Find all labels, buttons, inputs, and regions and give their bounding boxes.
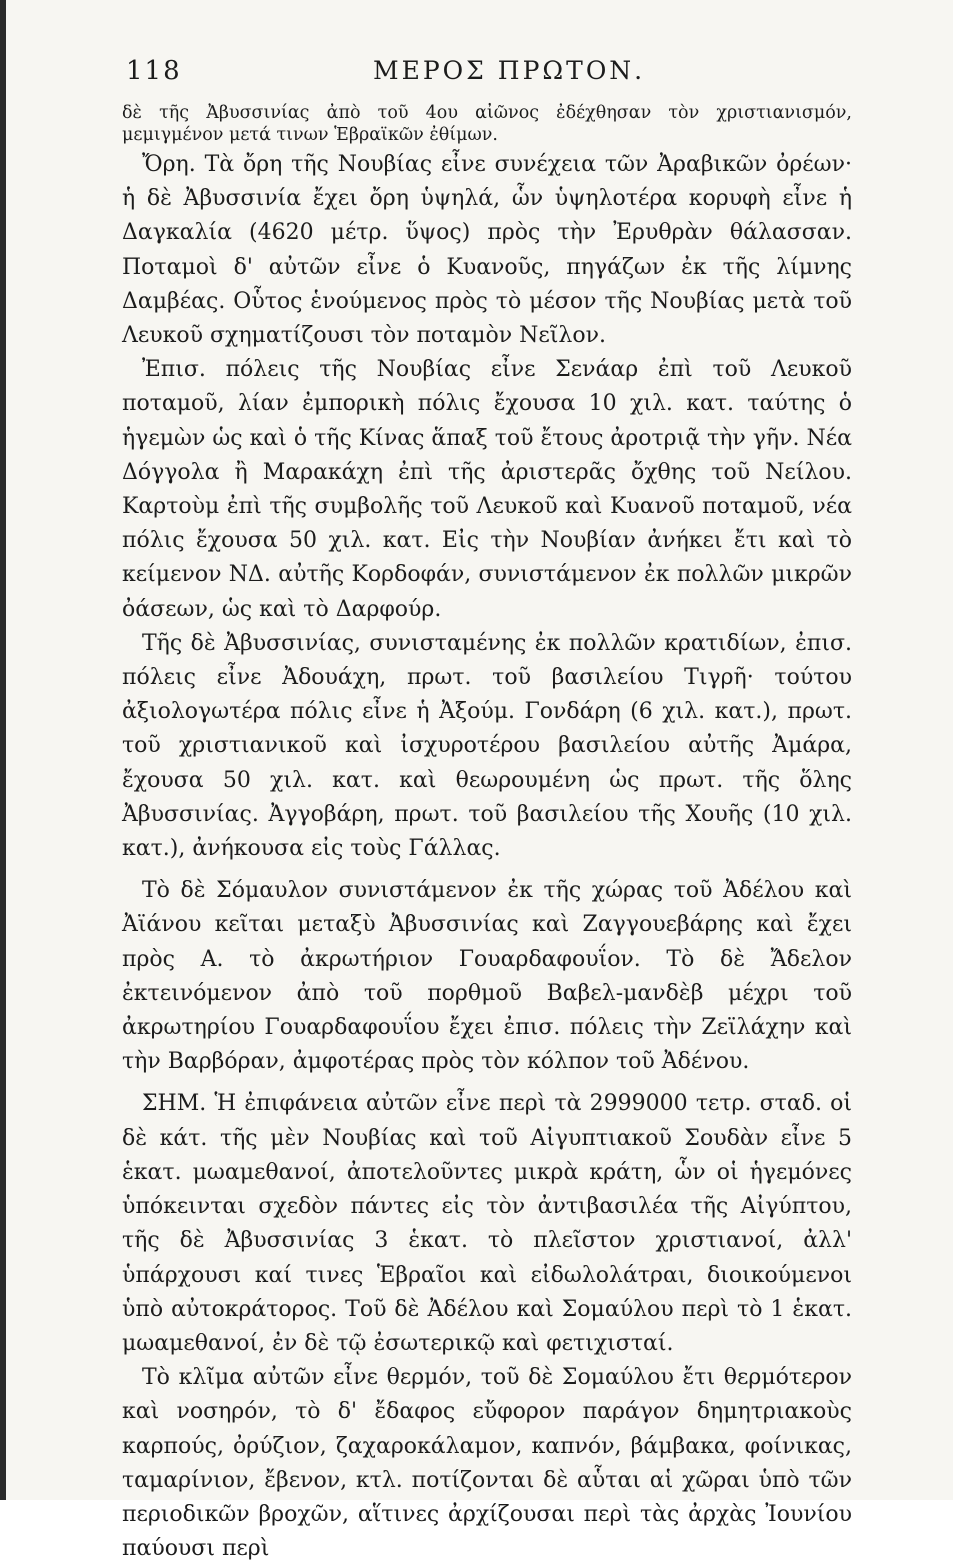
paragraph-somaulon: Τὸ δὲ Σόμαυλον συνιστάμενον ἐκ τῆς χώρας τοῦ Ἀδέλου καὶ Ἀϊάνου κεῖται μεταξὺ Ἀβυσσινίας καὶ Ζαγγουεβάρης καὶ ἔχει πρὸς Α. τὸ ἀκρωτήριον Γουαρδαφουΐον. Τὸ δὲ Ἄδελον ἐκτεινόμενον ἀπὸ τοῦ πορθμοῦ Βαβελ-μανδὲβ μέχρι τοῦ ἀκρωτηρίου Γουαρδαφουΐου ἔχει ἐπισ. πόλεις τὴν Ζεϊλάχην καὶ τὴν Βαρβόραν, ἀμφοτέρας πρὸς τὸν κόλπον τοῦ Ἀδένου. bbox=[122, 878, 852, 1075]
page-text bbox=[122, 102, 852, 1566]
paragraph-climate: Τὸ κλῖμα αὐτῶν εἶνε θερμόν, τοῦ δὲ Σομαύλου ἔτι θερμότερον καὶ νοσηρόν, τὸ δ' ἔδαφος εὔφορον παράγον δημητριακοὺς καρπούς, ὀρύζιον, ζαχαροκάλαμον, καπνόν, βάμβακα, φοίνικας, ταμαρίνιον, ἔβενον, κτλ. ποτίζονται δὲ αὗται αἱ χῶραι ὑπὸ τῶν περιοδικῶν βροχῶν, αἵτινες ἀρχίζουσαι περὶ τὰς ἀρχὰς Ἰουνίου παύουσι περὶ bbox=[122, 1365, 852, 1562]
running-title: ΜΕΡΟΣ ΠΡΩΤΟΝ. bbox=[373, 56, 646, 85]
paragraph-nubia-cities: Ἐπισ. πόλεις τῆς Νουβίας εἶνε Σενάαρ ἐπὶ τοῦ Λευκοῦ ποταμοῦ, λίαν ἐμπορικὴ πόλις ἔχουσα 10 χιλ. κατ. ταύτης ὁ ἡγεμὼν ὡς καὶ ὁ τῆς Κίνας ἅπαξ τοῦ ἔτους ἀροτριᾷ τὴν γῆν. Νέα Δόγγολα ἢ Μαρακάχη ἐπὶ τῆς ἀριστερᾶς ὄχθης τοῦ Νείλου. Καρτοὺμ ἐπὶ τῆς συμβολῆς τοῦ Λευκοῦ καὶ Κυανοῦ ποταμοῦ, νέα πόλις ἔχουσα 50 χιλ. κατ. Εἰς τὴν Νουβίαν ἀνήκει ἔτι καὶ τὸ κείμενον ΝΔ. αὐτῆς Κορδοφάν, συνιστάμενον ἐκ πολλῶν μικρῶν ὀάσεων, ὡς καὶ τὸ Δαρφούρ. bbox=[122, 357, 852, 622]
page-number: 118 bbox=[126, 56, 182, 86]
paragraph-note: ΣΗΜ. Ἡ ἐπιφάνεια αὐτῶν εἶνε περὶ τὰ 2999000 τετρ. σταδ. οἱ δὲ κάτ. τῆς μὲν Νουβίας καὶ τοῦ Αἰγυπτιακοῦ Σουδὰν εἶνε 5 ἑκατ. μωαμεθανοί, ἀποτελοῦντες μικρὰ κράτη, ὧν οἱ ἡγεμόνες ὑπόκεινται σχεδὸν πάντες εἰς τὸν ἀντιβασιλέα τῆς Αἰγύπτου, τῆς δὲ Ἀβυσσινίας 3 ἑκατ. τὸ πλεῖστον χριστιανοί, ἀλλ' ὑπάρχουσι καί τινες Ἑβραῖοι καὶ εἰδωλολάτραι, διοικούμενοι ὑπὸ αὐτοκράτορος. Τοῦ δὲ Ἀδέλου καὶ Σομαύλου περὶ τὸ 1 ἑκατ. μωαμεθανοί, ἐν δὲ τῷ ἐσωτερικῷ καὶ φετιχισταί. bbox=[122, 1091, 852, 1356]
paragraph-abyssinia-religion: δὲ τῆς Ἀβυσσινίας ἀπὸ τοῦ 4ου αἰῶνος ἐδέχθησαν τὸν χριστιανισμόν, μεμιγμένον μετά τινων Ἑβραϊκῶν ἐθίμων. bbox=[122, 103, 852, 145]
page-header bbox=[118, 56, 858, 96]
paragraph-abyssinia-cities: Τῆς δὲ Ἀβυσσινίας, συνισταμένης ἐκ πολλῶν κρατιδίων, ἐπισ. πόλεις εἶνε Ἀδουάχη, πρωτ. τοῦ βασιλείου Τιγρῆ· τούτου ἀξιολογωτέρα πόλις εἶνε ἡ Ἀξούμ. Γονδάρη (6 χιλ. κατ.), πρωτ. τοῦ χριστιανικοῦ καὶ ἰσχυροτέρου βασιλείου αὐτῆς Ἀμάρα, ἔχουσα 50 χιλ. κατ. καὶ θεωρουμένη ὡς πρωτ. τῆς ὅλης Ἀβυσσινίας. Ἀγγοβάρη, πρωτ. τοῦ βασιλείου τῆς Χουῆς (10 χιλ. κατ.), ἀνήκουσα εἰς τοὺς Γάλλας. bbox=[122, 630, 852, 862]
paragraph-spacer bbox=[122, 1079, 852, 1087]
paragraph-mountains: Ὄρη. Τὰ ὄρη τῆς Νουβίας εἶνε συνέχεια τῶν Ἀραβικῶν ὀρέων· ἡ δὲ Ἀβυσσινία ἔχει ὄρη ὑψηλά, ὧν ὑψηλοτέρα κορυφὴ εἶνε ἡ Δαγκαλία (4620 μέτρ. ὕψος) πρὸς τὴν Ἐρυθρὰν θάλασσαν. Ποταμοὶ δ' αὐτῶν εἶνε ὁ Κυανοῦς, πηγάζων ἐκ τῆς λίμνης Δαμβέας. Οὗτος ἑνούμενος πρὸς τὸ μέσον τῆς Νουβίας μετὰ τοῦ Λευκοῦ σχηματίζουσι τὸν ποταμὸν Νεῖλον. bbox=[122, 152, 852, 349]
paragraph-spacer bbox=[122, 866, 852, 874]
